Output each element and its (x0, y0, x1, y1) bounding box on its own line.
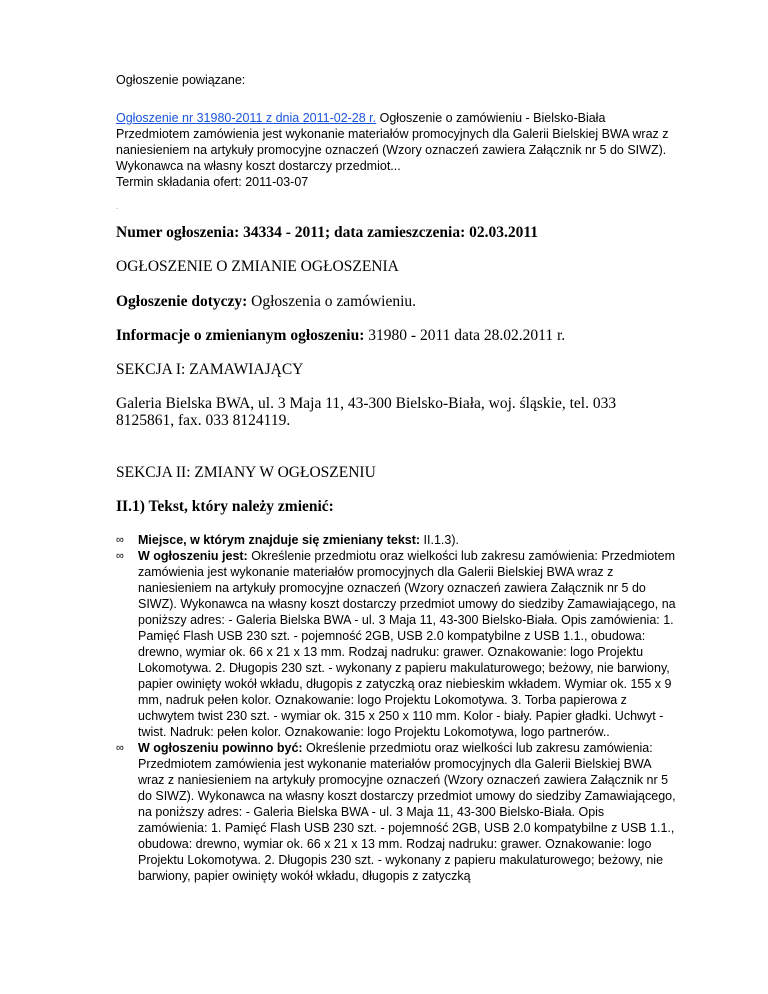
related-notice-block (116, 110, 676, 190)
notice-concerns-value: Ogłoszenia o zamówieniu. (247, 293, 417, 310)
notice-concerns-label: Ogłoszenie dotyczy: (116, 293, 248, 310)
changed-notice-info (116, 327, 565, 344)
list-item (116, 532, 676, 548)
related-notice-description: Przedmiotem zamówienia jest wykonanie materiałów promocyjnych dla Galerii Bielskiej BWA wraz z naniesieniem na artykuły promocyjne oznaczeń (Wzory oznaczeń zawiera Załącznik nr 5 do SIWZ). Wykonawca na własny koszt dostarczy przedmiot... (116, 127, 669, 173)
section-2-heading: SEKCJA II: ZMIANY W OGŁOSZENIU (116, 464, 376, 481)
related-notice-label: Ogłoszenie powiązane: (116, 73, 246, 87)
list-item-label: W ogłoszeniu powinno być: (138, 741, 303, 755)
bullet-icon: ∞ (116, 550, 124, 562)
list-item-text: Określenie przedmiotu oraz wielkości lub zakresu zamówienia: Przedmiotem zamówienia jest wykonanie materiałów promocyjnych dla Galerii Bielskiej BWA wraz z naniesieniem na artykuły promocyjne oznaczeń (Wzory oznaczeń zawiera Załącznik nr 5 do SIWZ). Wykonawca na własny koszt dostarczy przedmiot umowy do siedziby Zamawiającego, na poniższy adres: - Galeria Bielska BWA - ul. 3 Maja 11, 43-300 Bielsko-Biała. Opis zamówienia: 1. Pamięć Flash USB 230 szt. - pojemność 2GB, USB 2.0 kompatybilne z USB 1.1., obudowa: drewno, wymiar ok. 66 x 21 x 13 mm. Rodzaj nadruku: grawer. Oznakowanie: logo Projektu Lokomotywa. 2. Długopis 230 szt. - wykonany z papieru makulaturowego; beżowy, nie barwiony, papier owinięty wokół wkładu, długopis z zatyczką oraz niebieskim wkładem. Wymiar ok. 155 x 9 mm, nadruk pełen kolor. Oznakowanie: logo Projektu Lokomotywa. 3. Torba papierowa z uchwytem twist 230 szt. - wymiar ok. 315 x 250 x 110 mm. Kolor - biały. Papier gładki. Uchwyt - twist. Nadruk: pełen kolor. Oznakowanie: logo Projektu Lokomotywa, logo partnerów.. (138, 549, 676, 739)
separator-dot: . (116, 202, 119, 211)
list-item-text: II.1.3). (420, 533, 459, 547)
related-notice-summary: Ogłoszenie o zamówieniu - Bielsko-Biała (376, 111, 606, 125)
section-1-heading: SEKCJA I: ZAMAWIAJĄCY (116, 361, 304, 378)
notice-concerns (116, 293, 416, 310)
related-notice-deadline: Termin składania ofert: 2011-03-07 (116, 175, 309, 189)
bullet-icon: ∞ (116, 742, 124, 754)
notice-title: OGŁOSZENIE O ZMIANIE OGŁOSZENIA (116, 258, 399, 275)
changed-notice-info-value: 31980 - 2011 data 28.02.2011 r. (364, 327, 566, 344)
changed-notice-info-label: Informacje o zmienianym ogłoszeniu: (116, 327, 365, 344)
list-item-label: W ogłoszeniu jest: (138, 549, 248, 563)
section-1-body: Galeria Bielska BWA, ul. 3 Maja 11, 43-300 Bielsko-Biała, woj. śląskie, tel. 033 8125861, fax. 033 8124119. (116, 395, 617, 429)
list-item (116, 548, 676, 740)
notice-number-heading: Numer ogłoszenia: 34334 - 2011; data zamieszczenia: 02.03.2011 (116, 224, 539, 241)
list-item-label: Miejsce, w którym znajduje się zmieniany tekst: (138, 533, 421, 547)
list-item-text: Określenie przedmiotu oraz wielkości lub zakresu zamówienia: Przedmiotem zamówienia jest wykonanie materiałów promocyjnych dla Galerii Bielskiej BWA wraz z naniesieniem na artykuły promocyjne oznaczeń (Wzory oznaczeń zawiera Załącznik nr 5 do SIWZ). Wykonawca na własny koszt dostarczy przedmiot umowy do siedziby Zamawiającego, na poniższy adres: - Galeria Bielska BWA - ul. 3 Maja 11, 43-300 Bielsko-Biała. Opis zamówienia: 1. Pamięć Flash USB 230 szt. - pojemność 2GB, USB 2.0 kompatybilne z USB 1.1., obudowa: drewno, wymiar ok. 66 x 21 x 13 mm. Rodzaj nadruku: grawer. Oznakowanie: logo Projektu Lokomotywa. 2. Długopis 230 szt. - wykonany z papieru makulaturowego; beżowy, nie barwiony, papier owinięty wokół wkładu, długopis z zatyczką (138, 741, 676, 883)
related-notice-link[interactable]: Ogłoszenie nr 31980-2011 z dnia 2011-02-28 r. (116, 111, 377, 125)
bullet-icon: ∞ (116, 534, 124, 546)
section-2-subheading: II.1) Tekst, który należy zmienić: (116, 498, 334, 515)
changes-list (116, 532, 676, 884)
list-item (116, 740, 676, 884)
